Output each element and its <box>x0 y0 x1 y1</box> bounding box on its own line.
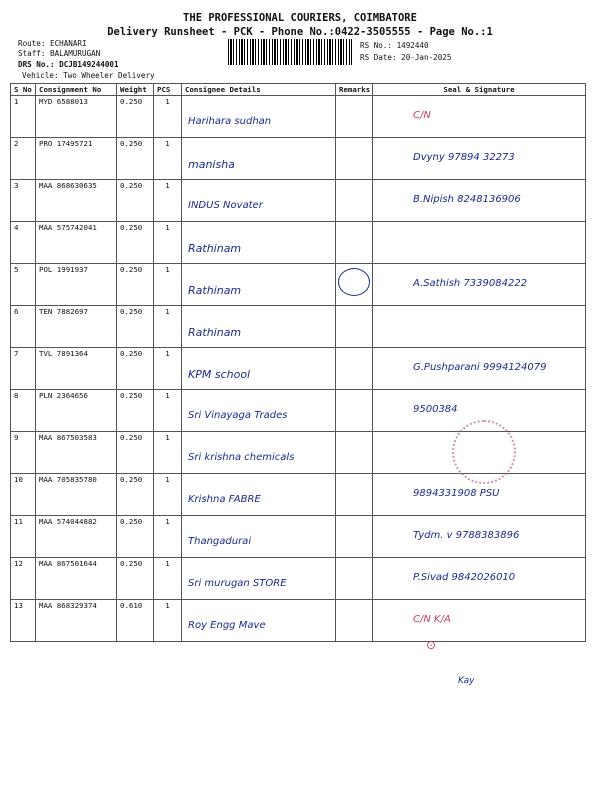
weight-cell: 0.250 <box>117 432 154 474</box>
consignee-cell <box>182 474 336 516</box>
signature-cell <box>373 306 586 348</box>
remarks-cell <box>336 516 373 558</box>
consignee-handwriting: Sri krishna chemicals <box>188 452 295 463</box>
pcs-cell: 1 <box>154 264 182 306</box>
col-consignee: Consignee Details <box>182 84 336 96</box>
table-row <box>11 180 586 222</box>
weight-cell: 0.250 <box>117 390 154 432</box>
table-row <box>11 516 586 558</box>
table-row <box>11 306 586 348</box>
col-signature: Seal & Signature <box>373 84 586 96</box>
signature-cell <box>373 600 586 642</box>
pcs-cell: 1 <box>154 222 182 264</box>
weight-cell: 0.250 <box>117 96 154 138</box>
page-title: THE PROFESSIONAL COURIERS, COIMBATORE <box>183 12 417 24</box>
signature-cell <box>373 516 586 558</box>
pcs-cell: 1 <box>154 432 182 474</box>
consignment-cell: POL 1991937 <box>36 264 117 306</box>
sno-cell: 1 <box>11 96 36 138</box>
barcode <box>228 39 352 65</box>
consignee-cell <box>182 96 336 138</box>
consignment-cell: MYD 6588013 <box>36 96 117 138</box>
consignee-handwriting: Rathinam <box>188 242 242 255</box>
consignment-cell: MAA 868630635 <box>36 180 117 222</box>
consignee-cell <box>182 264 336 306</box>
consignment-cell: MAA 867503583 <box>36 432 117 474</box>
weight-cell: 0.250 <box>117 180 154 222</box>
runsheet-table <box>10 83 586 642</box>
consignee-handwriting: Rathinam <box>188 284 242 297</box>
signature-cell <box>373 348 586 390</box>
sno-cell: 6 <box>11 306 36 348</box>
table-row <box>11 96 586 138</box>
signature-cell <box>373 264 586 306</box>
weight-cell: 0.250 <box>117 306 154 348</box>
consignment-cell: PRO 17495721 <box>36 138 117 180</box>
sno-cell: 11 <box>11 516 36 558</box>
signature-cell <box>373 558 586 600</box>
red-scribble-icon: ⊙ <box>426 638 437 652</box>
pcs-cell: 1 <box>154 390 182 432</box>
remarks-cell <box>336 138 373 180</box>
signature-cell <box>373 222 586 264</box>
weight-cell: 0.250 <box>117 474 154 516</box>
consignee-cell <box>182 222 336 264</box>
pcs-cell: 1 <box>154 474 182 516</box>
table-row <box>11 348 586 390</box>
sno-cell: 10 <box>11 474 36 516</box>
footer-initials: Kay <box>458 676 475 686</box>
vehicle-label: Vehicle: Two Wheeler Delivery <box>22 71 155 80</box>
signature-cell <box>373 138 586 180</box>
signature-handwriting: 9894331908 PSU <box>413 488 500 499</box>
table-row <box>11 138 586 180</box>
pcs-cell: 1 <box>154 306 182 348</box>
sno-cell: 9 <box>11 432 36 474</box>
weight-cell: 0.610 <box>117 600 154 642</box>
weight-cell: 0.250 <box>117 222 154 264</box>
signature-handwriting: C/N <box>413 110 431 121</box>
pcs-cell: 1 <box>154 96 182 138</box>
table-row <box>11 264 586 306</box>
remarks-cell <box>336 432 373 474</box>
consignment-cell: TVL 7891364 <box>36 348 117 390</box>
pcs-cell: 1 <box>154 138 182 180</box>
weight-cell: 0.250 <box>117 516 154 558</box>
remarks-cell <box>336 348 373 390</box>
consignment-cell: MAA 867501644 <box>36 558 117 600</box>
consignee-handwriting: Sri murugan STORE <box>188 578 287 589</box>
consignment-cell: MAA 575742041 <box>36 222 117 264</box>
consignee-handwriting: Roy Engg Mave <box>188 620 266 631</box>
consignee-handwriting: Krishna FABRE <box>188 494 261 505</box>
consignee-handwriting: Rathinam <box>188 326 242 339</box>
pcs-cell: 1 <box>154 180 182 222</box>
sno-cell: 4 <box>11 222 36 264</box>
consignee-cell <box>182 306 336 348</box>
signature-handwriting: A.Sathish 7339084222 <box>413 278 528 289</box>
weight-cell: 0.250 <box>117 558 154 600</box>
col-remarks: Remarks <box>336 84 373 96</box>
weight-cell: 0.250 <box>117 138 154 180</box>
signature-handwriting: G.Pushparani 9994124079 <box>413 362 547 373</box>
remarks-cell <box>336 558 373 600</box>
table-header-row <box>11 84 586 96</box>
weight-cell: 0.250 <box>117 348 154 390</box>
col-consignment: Consignment No <box>36 84 117 96</box>
signature-cell <box>373 180 586 222</box>
sno-cell: 12 <box>11 558 36 600</box>
weight-cell: 0.250 <box>117 264 154 306</box>
remarks-cell <box>336 96 373 138</box>
table-row <box>11 600 586 642</box>
remarks-cell <box>336 306 373 348</box>
col-pcs: PCS <box>154 84 182 96</box>
consignee-handwriting: manisha <box>188 158 235 171</box>
remarks-cell <box>336 222 373 264</box>
consignment-cell: PLN 2364656 <box>36 390 117 432</box>
page-subtitle: Delivery Runsheet - PCK - Phone No.:0422-3505555 - Page No.:1 <box>107 26 493 38</box>
consignee-cell <box>182 600 336 642</box>
table-row <box>11 222 586 264</box>
sno-cell: 3 <box>11 180 36 222</box>
consignee-cell <box>182 558 336 600</box>
sno-cell: 2 <box>11 138 36 180</box>
drs-label: DRS No.: DCJB149244001 <box>18 60 119 69</box>
consignee-handwriting: Thangadurai <box>188 536 252 547</box>
circle-mark <box>338 268 370 296</box>
consignee-cell <box>182 138 336 180</box>
signature-cell <box>373 96 586 138</box>
consignee-cell <box>182 348 336 390</box>
consignment-cell: MAA 868329374 <box>36 600 117 642</box>
consignee-handwriting: Harihara sudhan <box>188 116 272 127</box>
sno-cell: 5 <box>11 264 36 306</box>
consignment-cell: MAA 574044882 <box>36 516 117 558</box>
pcs-cell: 1 <box>154 558 182 600</box>
signature-handwriting: Dvyny 97894 32273 <box>413 152 515 163</box>
signature-handwriting: C/N K/A <box>413 614 451 625</box>
staff-label: Staff: BALAMURUGAN <box>18 49 101 58</box>
col-weight: Weight <box>117 84 154 96</box>
col-sno: S No <box>11 84 36 96</box>
seal-stamp <box>452 420 516 484</box>
consignee-handwriting: Sri Vinayaga Trades <box>188 410 288 421</box>
consignee-cell <box>182 432 336 474</box>
pcs-cell: 1 <box>154 348 182 390</box>
consignment-cell: MAA 705835780 <box>36 474 117 516</box>
remarks-cell <box>336 600 373 642</box>
remarks-cell <box>336 180 373 222</box>
rs-number: RS No.: 1492440 <box>360 41 429 50</box>
signature-handwriting: 9500384 <box>413 404 458 415</box>
remarks-cell <box>336 390 373 432</box>
route-label: Route: ECHANARI <box>18 39 87 48</box>
sno-cell: 13 <box>11 600 36 642</box>
sno-cell: 8 <box>11 390 36 432</box>
signature-handwriting: Tydm. v 9788383896 <box>413 530 520 541</box>
signature-handwriting: P.Sivad 9842026010 <box>413 572 516 583</box>
consignee-handwriting: KPM school <box>188 368 251 381</box>
consignee-cell <box>182 516 336 558</box>
consignee-cell <box>182 390 336 432</box>
signature-handwriting: B.Nipish 8248136906 <box>413 194 521 205</box>
rs-date: RS Date: 20-Jan-2025 <box>360 53 452 62</box>
table-row <box>11 558 586 600</box>
consignee-handwriting: INDUS Novater <box>188 200 263 211</box>
remarks-cell <box>336 474 373 516</box>
sno-cell: 7 <box>11 348 36 390</box>
consignee-cell <box>182 180 336 222</box>
consignment-cell: TEN 7882697 <box>36 306 117 348</box>
pcs-cell: 1 <box>154 600 182 642</box>
pcs-cell: 1 <box>154 516 182 558</box>
